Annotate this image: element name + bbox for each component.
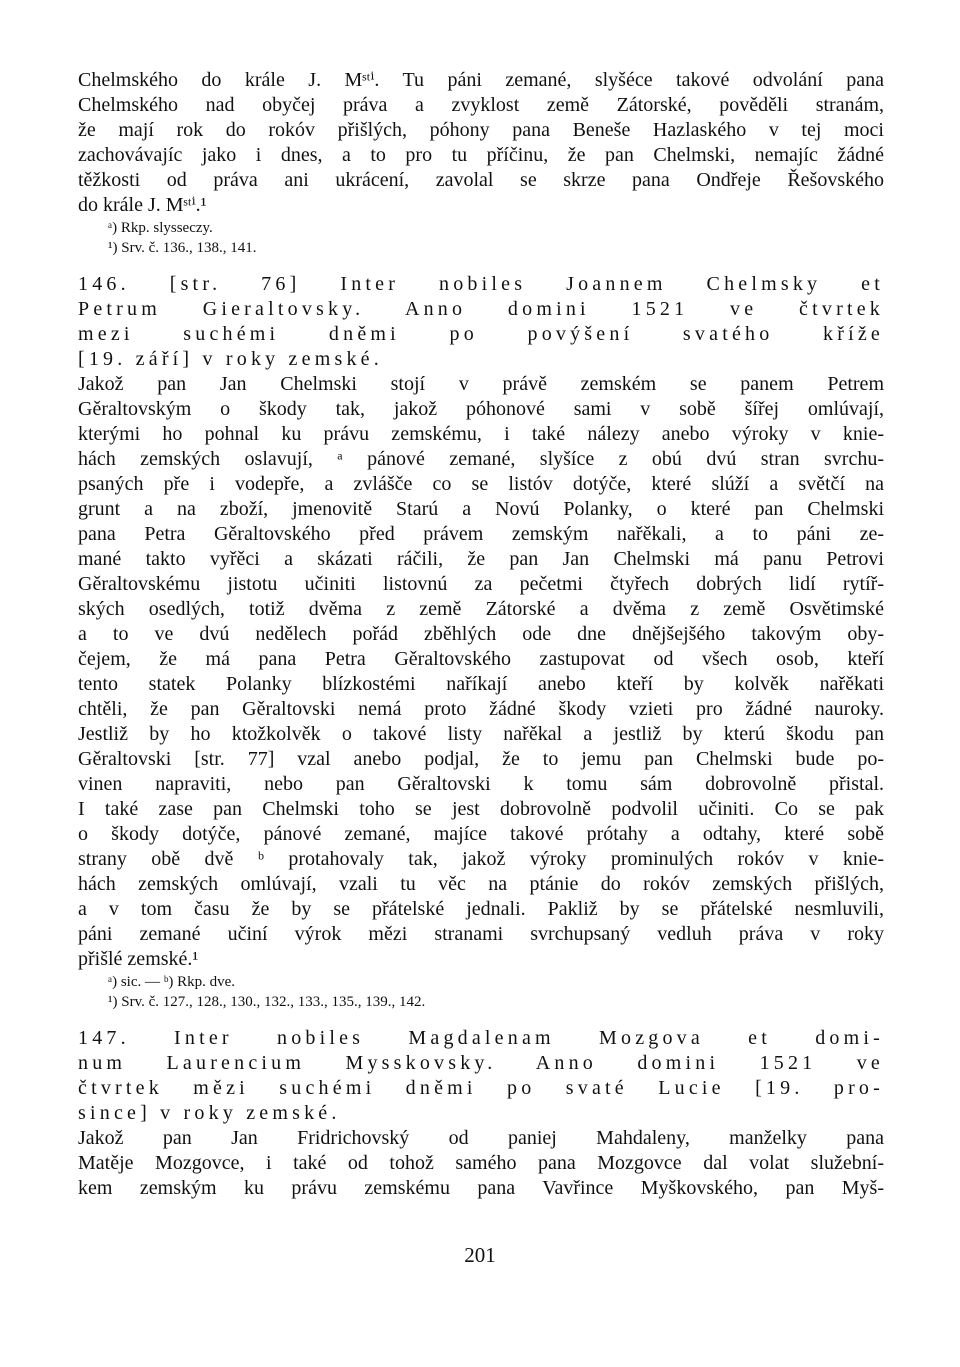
text-line: chtěli, že pan Gěraltovski nemá proto žádné škody vzieti pro žádné nauroky. bbox=[78, 698, 884, 720]
text-line: Matěje Mozgovce, i také od tohož samého pana Mozgovce dal volat služební- bbox=[78, 1152, 884, 1174]
entry-146-heading bbox=[78, 272, 884, 372]
text-line: Jakož pan Jan Chelmski stojí v právě zemském se panem Petrem bbox=[78, 373, 884, 395]
text-line: hách zemských oslavují, ᵃ pánové zemané, slyšíce z obú dvú stran svrchu- bbox=[78, 448, 884, 470]
text-line: Gěraltovským o škody tak, jakož póhonové sami v sobě šířej omlúvají, bbox=[78, 398, 884, 420]
paragraph-intro bbox=[78, 68, 884, 218]
footnotes-145 bbox=[78, 218, 884, 258]
text-line: a to ve dvú nedělech pořád zběhlých ode dne dnějšejšého takovým oby- bbox=[78, 623, 884, 645]
text-line: hách zemských omlúvají, vzali tu věc na ptánie do rokóv zemských přišlých, bbox=[78, 873, 884, 895]
text-line: Jestliž by ho ktožkolvěk o takové listy nařěkal a jestliž by kterú škodu pan bbox=[78, 723, 884, 745]
entry-147-heading bbox=[78, 1026, 884, 1126]
heading-line: Petrum Gieraltovsky. Anno domini 1521 ve čtvrtek bbox=[78, 298, 884, 320]
page-number: 201 bbox=[464, 1243, 496, 1267]
text-line: psaných pře i vodepře, a zvlášče co se listóv dotýče, které slúží a světčí na bbox=[78, 473, 884, 495]
entry-147-body bbox=[78, 1126, 884, 1201]
text-line: grunt a na zboží, jmenovitě Starú a Novú Polanky, o které pan Chelmski bbox=[78, 498, 884, 520]
heading-line: [19. září] v roky zemské. bbox=[78, 348, 383, 370]
text-line: že mají rok do rokóv přišlých, póhony pana Beneše Hazlaského v tej moci bbox=[78, 119, 884, 141]
text-line: těžkosti od práva ani ukrácení, zavolal se skrze pana Ondřeje Řešovského bbox=[78, 169, 884, 191]
footnote: ᵃ) Rkp. slysseczy. bbox=[108, 220, 213, 236]
text-line: Chelmského do krále J. Mˢᵗⁱ. Tu páni zemané, slyšéce takové odvolání pana bbox=[78, 69, 884, 91]
text-line: páni zemané učiní výrok mězi stranami svrchupsaný vedluh práva v roky bbox=[78, 923, 884, 945]
footnotes-146 bbox=[78, 972, 884, 1012]
heading-line: num Laurencium Mysskovsky. Anno domini 1521 ve bbox=[78, 1052, 884, 1074]
entry-146-body bbox=[78, 372, 884, 972]
text-line: I také zase pan Chelmski toho se jest dobrovolně podvolil učiniti. Co se pak bbox=[78, 798, 884, 820]
text-line: přišlé zemské.¹ bbox=[78, 948, 199, 970]
text-line: Gěraltovski [str. 77] vzal anebo podjal, že to jemu pan Chelmski bude po- bbox=[78, 748, 884, 770]
text-line: pana Petra Gěraltovského před právem zemským nařěkali, a to páni ze- bbox=[78, 523, 884, 545]
text-line: zachovávajíc jako i dnes, a to pro tu příčinu, že pan Chelmski, nemajíc žádné bbox=[78, 144, 884, 166]
text-line: strany obě dvě ᵇ protahovaly tak, jakož výroky prominulých rokóv v knie- bbox=[78, 848, 884, 870]
page-body bbox=[78, 68, 884, 1201]
footnote: ¹) Srv. č. 136., 138., 141. bbox=[108, 240, 257, 256]
text-line: o škody dotýče, pánové zemané, majíce takové prótahy a odtahy, které sobě bbox=[78, 823, 884, 845]
text-line: Jakož pan Jan Fridrichovský od paniej Mahdaleny, manželky pana bbox=[78, 1127, 884, 1149]
footnote: ¹) Srv. č. 127., 128., 130., 132., 133., 135., 139., 142. bbox=[108, 994, 426, 1010]
text-line: mané takto vyřěci a skázati ráčili, že pan Jan Chelmski má panu Petrovi bbox=[78, 548, 884, 570]
text-line: ských osedlých, totiž dvěma z země Zátorské a dvěma z země Osvětimské bbox=[78, 598, 884, 620]
text-line: kem zemským ku právu zemskému pana Vavřince Myškovského, pan Myš- bbox=[78, 1177, 884, 1199]
text-line: a v tom času že by se přátelské jednali. Pakliž by se přátelské nesmluvili, bbox=[78, 898, 884, 920]
text-line: čejem, že má pana Petra Gěraltovského zastupovat od všech osob, kteří bbox=[78, 648, 884, 670]
text-line: do krále J. Mˢᵗⁱ.¹ bbox=[78, 194, 207, 216]
text-line: Gěraltovskému jistotu učiniti listovnú za pečetmi čtyřech dobrých lidí rytíř- bbox=[78, 573, 884, 595]
heading-line: čtvrtek mězi suchémi dněmi po svaté Lucie [19. pro- bbox=[78, 1077, 884, 1099]
heading-line: 146. [str. 76] Inter nobiles Joannem Chelmsky et bbox=[78, 273, 884, 295]
heading-line: 147. Inter nobiles Magdalenam Mozgova et domi- bbox=[78, 1027, 884, 1049]
footnote: ᵃ) sic. — ᵇ) Rkp. dve. bbox=[108, 974, 236, 990]
text-line: tento statek Polanky blízkostémi naříkají anebo kteří by kolvěk nařěkati bbox=[78, 673, 884, 695]
heading-line: since] v roky zemské. bbox=[78, 1102, 341, 1124]
text-line: kterými ho pohnal ku právu zemskému, i také nálezy anebo výroky v knie- bbox=[78, 423, 884, 445]
text-line: Chelmského nad obyčej práva a zvyklost země Zátorské, pověděli stranám, bbox=[78, 94, 884, 116]
heading-line: mezi suchémi dněmi po povýšení svatého kříže bbox=[78, 323, 884, 345]
text-line: vinen napraviti, nebo pan Gěraltovski k tomu sám dobrovolně přistal. bbox=[78, 773, 884, 795]
